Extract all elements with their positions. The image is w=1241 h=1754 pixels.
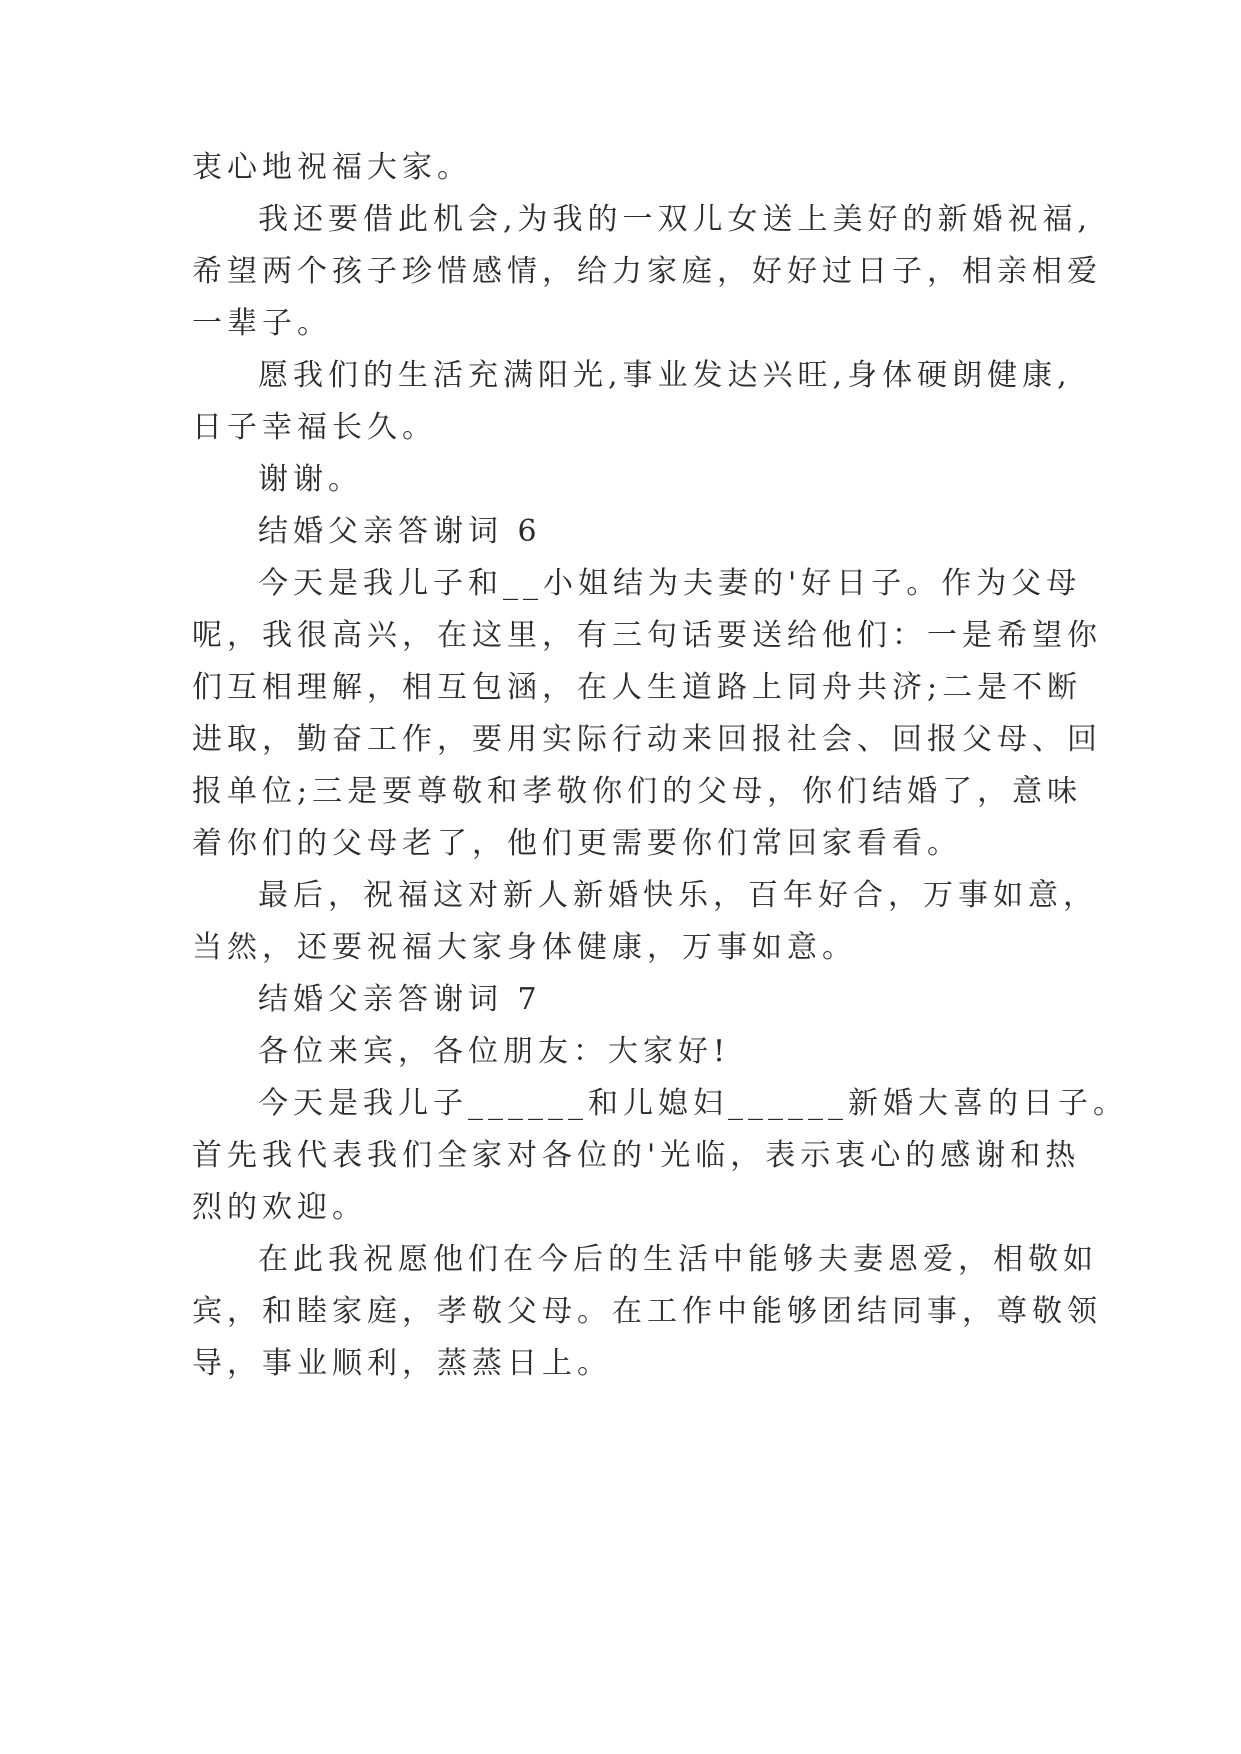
text-line: 一辈子。 (192, 306, 332, 341)
text-line: 呢，我很高兴，在这里，有三句话要送给他们：一是希望你 (192, 618, 1102, 653)
text-line: 日子幸福长久。 (192, 410, 437, 445)
text-line: 宾，和睦家庭，孝敬父母。在工作中能够团结同事，尊敬领 (192, 1294, 1102, 1329)
paragraph-start: 我还要借此机会,为我的一双儿女送上美好的新婚祝福, (258, 202, 1093, 237)
text-line: 当然，还要祝福大家身体健康，万事如意。 (192, 930, 857, 965)
paragraph-start: 最后，祝福这对新人新婚快乐，百年好合，万事如意， (258, 878, 1098, 913)
paragraph-start: 愿我们的生活充满阳光,事业发达兴旺,身体硬朗健康, (258, 358, 1072, 393)
text-line: 着你们的父母老了，他们更需要你们常回家看看。 (192, 826, 962, 861)
paragraph-start: 在此我祝愿他们在今后的生活中能够夫妻恩爱，相敬如 (258, 1242, 1098, 1277)
text-line: 报单位;三是要尊敬和孝敬你们的父母，你们结婚了，意味 (192, 774, 1083, 809)
section-heading: 结婚父亲答谢词 7 (258, 982, 542, 1017)
text-line: 衷心地祝福大家。 (192, 150, 472, 185)
text-line: 首先我代表我们全家对各位的'光临，表示衷心的感谢和热 (192, 1138, 1081, 1173)
section-heading: 结婚父亲答谢词 6 (258, 514, 542, 549)
text-line: 们互相理解，相互包涵，在人生道路上同舟共济;二是不断 (192, 670, 1083, 705)
paragraph-start: 今天是我儿子和__小姐结为夫妻的'好日子。作为父母 (258, 566, 1082, 601)
text-line: 烈的欢迎。 (192, 1190, 367, 1225)
text-line: 进取，勤奋工作，要用实际行动来回报社会、回报父母、回 (192, 722, 1102, 757)
text-line: 希望两个孩子珍惜感情，给力家庭，好好过日子，相亲相爱 (192, 254, 1102, 289)
text-line: 导，事业顺利，蒸蒸日上。 (192, 1346, 612, 1381)
paragraph-start: 谢谢。 (258, 462, 363, 497)
paragraph-start: 今天是我儿子______和儿媳妇______新婚大喜的日子。 (258, 1086, 1128, 1121)
paragraph-start: 各位来宾，各位朋友：大家好! (258, 1034, 731, 1069)
